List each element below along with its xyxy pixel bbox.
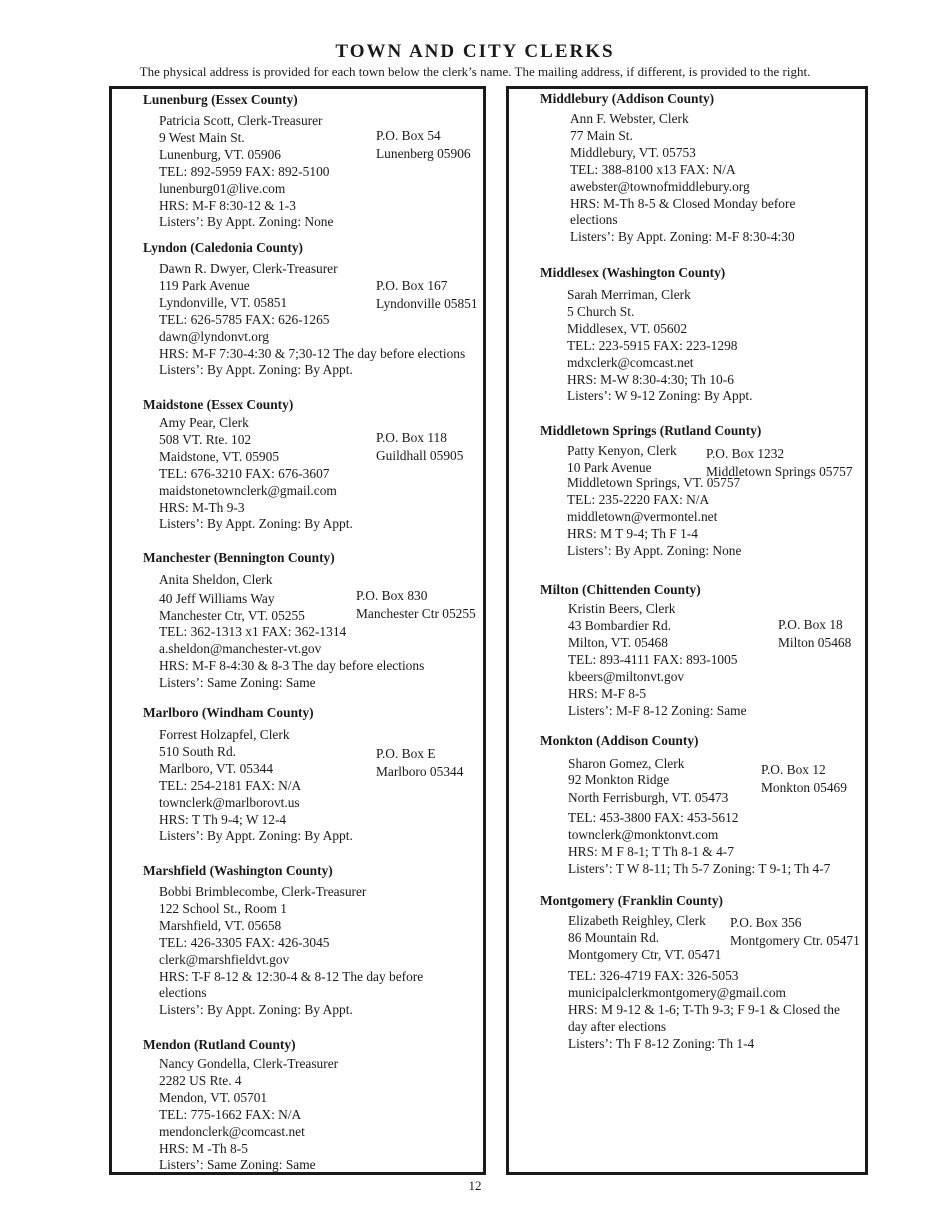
clerk-detail-line: TEL: 453-3800 FAX: 453-5612: [568, 810, 739, 825]
clerk-detail-line: Listers’: Same Zoning: Same: [159, 1157, 316, 1173]
clerk-detail-line: TEL: 893-4111 FAX: 893-1005: [568, 652, 738, 667]
mailing-address-line: P.O. Box 356: [730, 915, 802, 930]
clerk-detail-line: day after elections: [568, 1019, 667, 1034]
mailing-address-line: Middletown Springs 05757: [706, 464, 853, 479]
clerk-detail-line: Manchester Ctr, VT. 05255: [159, 608, 305, 623]
clerk-detail-line: maidstonetownclerk@gmail.com: [159, 482, 337, 498]
clerk-detail-line: Sharon Gomez, Clerk: [568, 756, 685, 771]
clerk-detail-line: Milton, VT. 05468: [568, 635, 668, 650]
clerk-detail-line: Listers’: By Appt. Zoning: None: [159, 214, 334, 230]
clerk-detail-line: Patricia Scott, Clerk-Treasurer: [159, 113, 323, 128]
clerk-detail-line: mdxclerk@comcast.net: [567, 354, 694, 370]
page-number: 12: [468, 1178, 482, 1193]
clerk-detail-line: townclerk@monktonvt.com: [568, 827, 719, 842]
clerk-detail-line: TEL: 326-4719 FAX: 326-5053: [568, 968, 739, 983]
clerk-detail-line: Sarah Merriman, Clerk: [567, 287, 691, 302]
clerk-detail-line: Listers’: By Appt. Zoning: M-F 8:30-4:30: [570, 229, 795, 245]
clerk-detail-line: mendonclerk@comcast.net: [159, 1123, 305, 1139]
clerk-detail-line: 508 VT. Rte. 102: [159, 431, 252, 447]
mailing-address-line: Lyndonville 05851: [376, 296, 478, 311]
clerk-detail-line: Maidstone, VT. 05905: [159, 448, 280, 464]
clerk-detail-line: HRS: M-Th 8-5 & Closed Monday before: [570, 195, 796, 211]
clerk-detail-line: Amy Pear, Clerk: [159, 415, 249, 430]
clerk-detail-line: 9 West Main St.: [159, 129, 245, 145]
clerk-detail-line: Lunenburg, VT. 05906: [159, 146, 281, 162]
clerk-detail-line: lunenburg01@live.com: [159, 180, 286, 196]
clerk-detail-line: North Ferrisburgh, VT. 05473: [568, 790, 729, 805]
clerk-detail-line: middletown@vermontel.net: [567, 509, 718, 524]
clerk-detail-line: Middletown Springs, VT. 05757: [567, 475, 741, 490]
mailing-address-line: Milton 05468: [778, 635, 852, 650]
clerk-detail-line: elections: [159, 985, 207, 1001]
clerk-detail-line: HRS: T Th 9-4; W 12-4: [159, 811, 287, 827]
clerk-detail-line: HRS: M F 8-1; T Th 8-1 & 4-7: [568, 844, 734, 859]
clerk-detail-line: kbeers@miltonvt.gov: [568, 669, 685, 684]
clerk-detail-line: TEL: 775-1662 FAX: N/A: [159, 1106, 302, 1122]
clerk-detail-line: 122 School St., Room 1: [159, 900, 287, 916]
mailing-address-line: P.O. Box 118: [376, 430, 447, 445]
clerk-detail-line: TEL: 254-2181 FAX: N/A: [159, 777, 302, 793]
mailing-address-line: P.O. Box E: [376, 746, 436, 761]
clerk-detail-line: HRS: M-F 8-5: [568, 686, 647, 701]
clerk-detail-line: Lyndonville, VT. 05851: [159, 294, 288, 310]
page-title: TOWN AND CITY CLERKS: [335, 41, 615, 62]
clerk-detail-line: Listers’: Th F 8-12 Zoning: Th 1-4: [568, 1036, 755, 1051]
clerk-detail-line: Forrest Holzapfel, Clerk: [159, 727, 290, 742]
clerk-detail-line: elections: [570, 212, 618, 228]
mailing-address-line: Manchester Ctr 05255: [356, 606, 476, 621]
mailing-address-line: P.O. Box 54: [376, 128, 441, 143]
clerk-detail-line: awebster@townofmiddlebury.org: [570, 178, 750, 194]
mailing-address-line: Montgomery Ctr. 05471: [730, 933, 860, 948]
clerk-detail-line: Marlboro, VT. 05344: [159, 760, 274, 776]
clerk-detail-line: HRS: M-F 8:30-12 & 1-3: [159, 197, 296, 213]
clerk-detail-line: 86 Mountain Rd.: [568, 930, 660, 945]
clerk-detail-line: a.sheldon@manchester-vt.gov: [159, 641, 322, 656]
mailing-address-line: P.O. Box 1232: [706, 446, 785, 461]
clerk-detail-line: Bobbi Brimblecombe, Clerk-Treasurer: [159, 884, 367, 899]
town-heading: Manchester (Bennington County): [143, 550, 335, 565]
town-heading: Monkton (Addison County): [540, 733, 699, 748]
clerk-detail-line: townclerk@marlborovt.us: [159, 794, 300, 810]
clerk-detail-line: Listers’: By Appt. Zoning: By Appt.: [159, 362, 353, 378]
town-heading: Lyndon (Caledonia County): [143, 240, 303, 255]
page-subtitle: The physical address is provided for each town below the clerk’s name. The mailing address, if different, is provided to the right.: [139, 64, 811, 79]
clerk-detail-line: HRS: T-F 8-12 & 12:30-4 & 8-12 The day before: [159, 968, 424, 984]
clerk-detail-line: 2282 US Rte. 4: [159, 1072, 242, 1088]
clerk-detail-line: HRS: M-F 8-4:30 & 8-3 The day before elections: [159, 658, 425, 673]
clerk-detail-line: Patty Kenyon, Clerk: [567, 443, 677, 458]
clerk-detail-line: HRS: M 9-12 & 1-6; T-Th 9-3; F 9-1 & Closed the: [568, 1002, 840, 1017]
clerk-detail-line: HRS: M-F 7:30-4:30 & 7;30-12 The day before elections: [159, 345, 466, 361]
clerk-detail-line: Mendon, VT. 05701: [159, 1089, 268, 1105]
clerk-detail-line: TEL: 223-5915 FAX: 223-1298: [567, 337, 738, 353]
clerk-detail-line: TEL: 388-8100 x13 FAX: N/A: [570, 161, 736, 177]
clerk-detail-line: HRS: M T 9-4; Th F 1-4: [567, 526, 698, 541]
clerk-detail-line: TEL: 235-2220 FAX: N/A: [567, 492, 710, 507]
clerk-detail-line: Dawn R. Dwyer, Clerk-Treasurer: [159, 261, 338, 276]
clerk-detail-line: 10 Park Avenue: [567, 460, 652, 475]
clerk-detail-line: 77 Main St.: [570, 127, 633, 143]
clerk-detail-line: Montgomery Ctr, VT. 05471: [568, 947, 722, 962]
clerk-detail-line: TEL: 626-5785 FAX: 626-1265: [159, 311, 330, 327]
clerk-detail-line: TEL: 426-3305 FAX: 426-3045: [159, 934, 330, 950]
clerk-detail-line: Listers’: By Appt. Zoning: By Appt.: [159, 1002, 353, 1018]
town-heading: Middlesex (Washington County): [540, 265, 726, 280]
mailing-address-line: Marlboro 05344: [376, 764, 464, 779]
clerk-detail-line: Listers’: Same Zoning: Same: [159, 675, 316, 690]
clerk-detail-line: TEL: 892-5959 FAX: 892-5100: [159, 163, 330, 179]
town-heading: Marlboro (Windham County): [143, 705, 314, 720]
mailing-address-line: P.O. Box 167: [376, 278, 448, 293]
clerk-detail-line: clerk@marshfieldvt.gov: [159, 951, 290, 967]
clerk-detail-line: Listers’: By Appt. Zoning: By Appt.: [159, 516, 353, 532]
town-heading: Middlebury (Addison County): [540, 91, 715, 106]
clerk-detail-line: TEL: 676-3210 FAX: 676-3607: [159, 465, 330, 481]
town-heading: Marshfield (Washington County): [143, 863, 333, 878]
clerk-detail-line: Ann F. Webster, Clerk: [570, 111, 689, 126]
town-heading: Maidstone (Essex County): [143, 397, 294, 412]
clerk-detail-line: Listers’: By Appt. Zoning: By Appt.: [159, 828, 353, 844]
clerk-detail-line: 43 Bombardier Rd.: [568, 618, 672, 633]
clerk-detail-line: Marshfield, VT. 05658: [159, 917, 282, 933]
clerk-detail-line: dawn@lyndonvt.org: [159, 328, 269, 344]
mailing-address-line: Guildhall 05905: [376, 448, 464, 463]
clerk-detail-line: HRS: M -Th 8-5: [159, 1140, 248, 1156]
clerk-detail-line: HRS: M-Th 9-3: [159, 499, 245, 515]
clerk-detail-line: Listers’: M-F 8-12 Zoning: Same: [568, 703, 747, 718]
clerk-detail-line: municipalclerkmontgomery@gmail.com: [568, 985, 786, 1000]
clerk-detail-line: Elizabeth Reighley, Clerk: [568, 913, 706, 928]
clerk-detail-line: 119 Park Avenue: [159, 277, 250, 293]
mailing-address-line: Monkton 05469: [761, 780, 847, 795]
town-heading: Montgomery (Franklin County): [540, 893, 723, 908]
mailing-address-line: P.O. Box 830: [356, 588, 428, 603]
mailing-address-line: P.O. Box 12: [761, 762, 826, 777]
town-heading: Milton (Chittenden County): [540, 582, 701, 597]
town-heading: Mendon (Rutland County): [143, 1037, 296, 1052]
town-heading: Lunenburg (Essex County): [143, 92, 298, 107]
clerk-detail-line: 40 Jeff Williams Way: [159, 591, 275, 606]
clerk-detail-line: Middlesex, VT. 05602: [567, 320, 688, 336]
clerk-detail-line: HRS: M-W 8:30-4:30; Th 10-6: [567, 371, 734, 387]
clerk-detail-line: 510 South Rd.: [159, 743, 237, 759]
clerk-detail-line: Nancy Gondella, Clerk-Treasurer: [159, 1056, 339, 1071]
town-heading: Middletown Springs (Rutland County): [540, 423, 762, 438]
clerk-detail-line: Anita Sheldon, Clerk: [159, 572, 273, 587]
clerk-detail-line: Middlebury, VT. 05753: [570, 144, 696, 160]
clerk-detail-line: TEL: 362-1313 x1 FAX: 362-1314: [159, 624, 347, 639]
clerk-detail-line: Kristin Beers, Clerk: [568, 601, 676, 616]
clerk-detail-line: 92 Monkton Ridge: [568, 772, 670, 787]
mailing-address-line: P.O. Box 18: [778, 617, 843, 632]
clerk-detail-line: 5 Church St.: [567, 303, 635, 319]
clerk-detail-line: Listers’: By Appt. Zoning: None: [567, 543, 742, 558]
clerk-detail-line: Listers’: T W 8-11; Th 5-7 Zoning: T 9-1; Th 4-7: [568, 861, 831, 876]
mailing-address-line: Lunenberg 05906: [376, 146, 471, 161]
clerk-detail-line: Listers’: W 9-12 Zoning: By Appt.: [567, 388, 753, 404]
